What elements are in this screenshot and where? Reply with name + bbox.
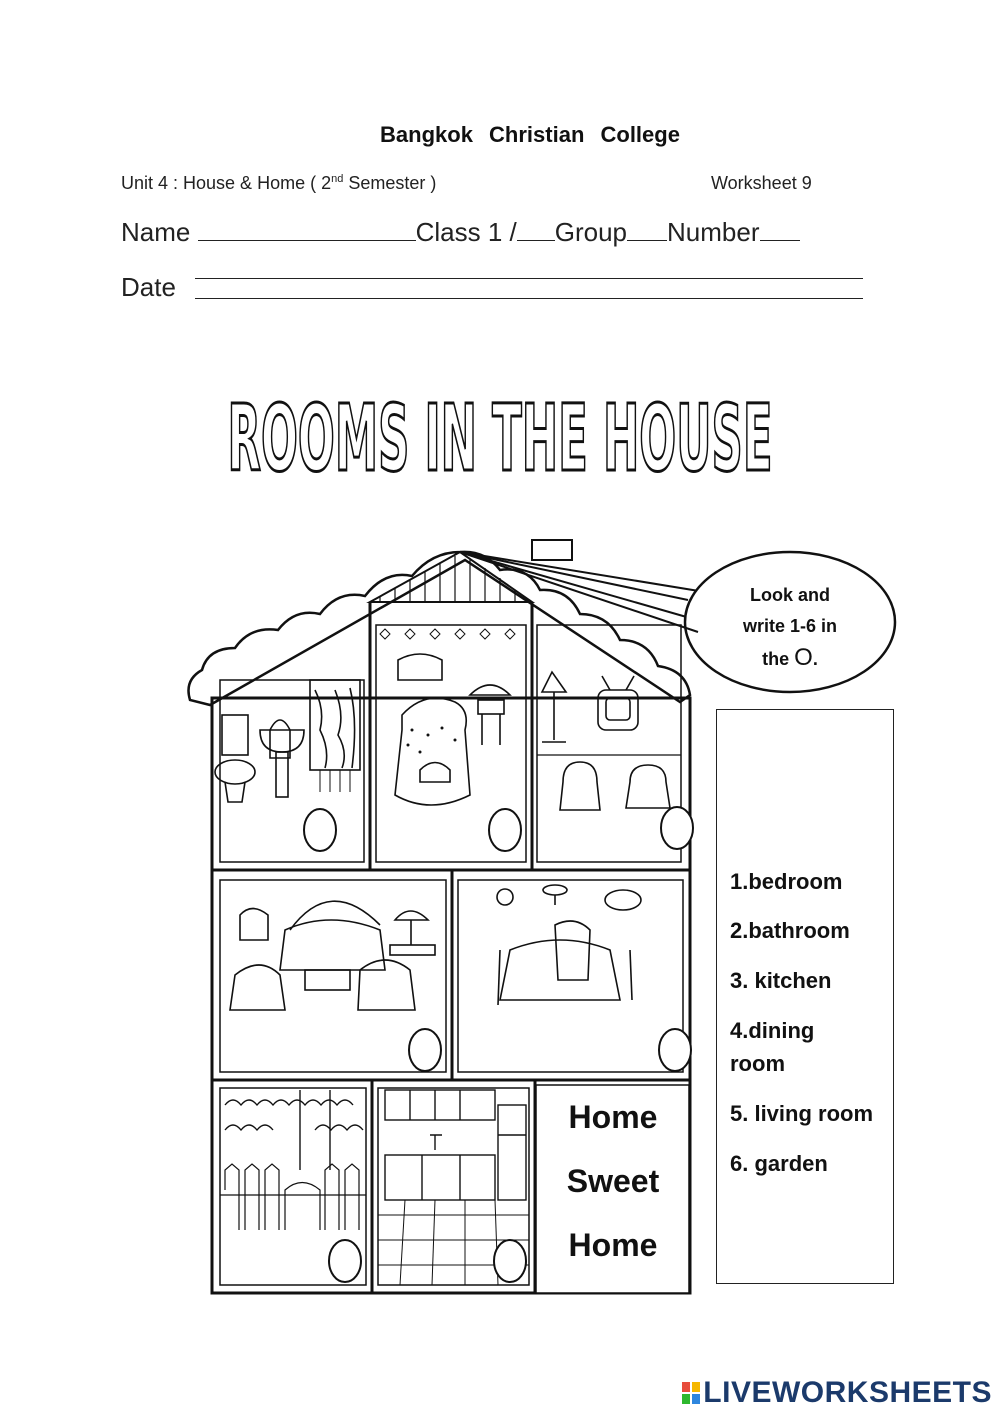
bubble-instructions	[715, 580, 865, 675]
unit-sup: nd	[331, 173, 344, 185]
class-blank[interactable]	[517, 216, 555, 241]
unit-suffix: Semester )	[343, 173, 437, 193]
unit-info	[121, 173, 436, 194]
unit-prefix: Unit 4 : House & Home ( 2	[121, 173, 332, 193]
liveworksheets-logo	[682, 1376, 992, 1410]
student-info-row	[121, 216, 800, 248]
bubble-line-2: write 1-6 in	[742, 616, 838, 636]
bubble-line-3-suffix: .	[812, 649, 818, 669]
school-name: Bangkok Christian College	[380, 122, 680, 147]
bubble-circle-glyph: O	[794, 644, 813, 671]
sign-line-1: Home	[568, 1099, 658, 1135]
title-graphic	[220, 372, 780, 487]
word-item-3: 3. kitchen	[730, 968, 832, 993]
worksheet-number: Worksheet 9	[711, 173, 812, 193]
word-item-6: 6. garden	[730, 1151, 828, 1176]
sign-line-2: Sweet	[566, 1163, 660, 1199]
date-line-bottom[interactable]	[195, 298, 863, 299]
word-item-5: 5. living room	[730, 1101, 874, 1126]
answer-oval-bathroom[interactable]	[304, 809, 336, 851]
bubble-line-3	[715, 642, 865, 675]
liveworksheets-text: LIVEWORKSHEETS	[703, 1376, 992, 1409]
number-label: Number	[667, 217, 760, 247]
answer-oval-bedroom[interactable]	[489, 809, 521, 851]
garden-room	[220, 1090, 366, 1230]
answer-oval-living-room[interactable]	[409, 1029, 441, 1071]
group-blank[interactable]	[627, 216, 667, 241]
number-blank[interactable]	[760, 216, 800, 241]
date-line-top[interactable]	[195, 278, 863, 279]
home-sweet-home-sign	[537, 1085, 689, 1277]
answer-oval-dining-room[interactable]	[659, 1029, 691, 1071]
class-label: Class 1 /	[415, 217, 517, 247]
sign-line-3: Home	[568, 1227, 658, 1263]
name-blank[interactable]	[198, 216, 416, 241]
name-label: Name	[121, 217, 191, 247]
answer-oval-tv-room[interactable]	[661, 807, 693, 849]
bubble-line-1: Look and	[750, 585, 830, 605]
liveworksheets-mark-icon	[682, 1382, 700, 1404]
dining-room	[497, 885, 641, 1005]
bubble-line-3-prefix: the	[762, 649, 795, 669]
word-item-4: 4.dining room	[730, 1018, 815, 1076]
answer-oval-garden[interactable]	[329, 1240, 361, 1282]
group-label: Group	[554, 217, 628, 247]
date-label: Date	[121, 272, 176, 302]
living-room	[230, 901, 435, 1010]
word-item-2: 2.bathroom	[730, 918, 850, 943]
title-text: ROOMS IN THE HOUSE	[227, 385, 773, 487]
answer-oval-kitchen[interactable]	[494, 1240, 526, 1282]
word-item-1: 1.bedroom	[730, 869, 843, 894]
